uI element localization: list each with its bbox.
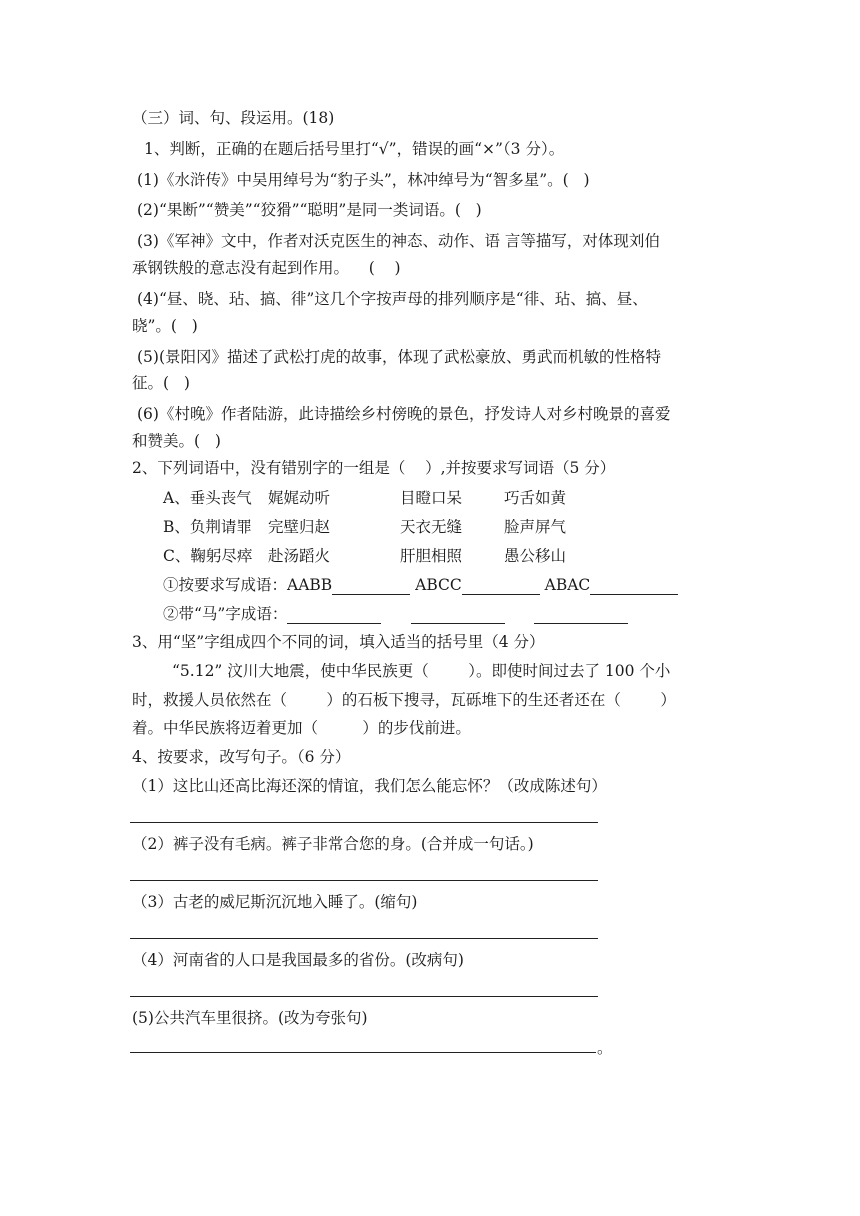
answer-line[interactable] bbox=[130, 822, 598, 823]
answer-line[interactable] bbox=[130, 938, 598, 939]
q2-word: 肝胆相照 bbox=[400, 547, 463, 565]
q2-pattern-abcc: ABCC bbox=[415, 576, 462, 594]
q2-word: 完壁归赵 bbox=[268, 518, 331, 536]
q1-item: (5)(景阳冈》描述了武松打虎的故事，体现了武松豪放、勇武而机敏的性格特 bbox=[137, 348, 662, 366]
q4-item: （1）这比山还高比海还深的情谊，我们怎么能忘怀？（改成陈述句） bbox=[132, 777, 607, 795]
answer-blank-abac[interactable] bbox=[590, 578, 678, 595]
section-title: （三）词、句、段运用。(18) bbox=[132, 109, 335, 127]
q1-item-continued: 承钢铁般的意志没有起到作用。 ( ) bbox=[132, 259, 401, 277]
answer-line[interactable] bbox=[130, 996, 598, 997]
answer-blank-horse-1[interactable] bbox=[287, 607, 381, 624]
q1-item: (3)《军神》文中，作者对沃克医生的神态、动作、语 言等描写，对体现刘伯 bbox=[137, 232, 660, 250]
q1-item-continued: 晓”。( ) bbox=[132, 317, 198, 335]
q2-word: 赴汤蹈火 bbox=[268, 547, 331, 565]
end-period: 。 bbox=[597, 1039, 613, 1057]
q1-item: (4)“昼、晓、玷、搞、徘”这几个字按声母的排列顺序是“徘、玷、搞、昼、 bbox=[137, 290, 648, 308]
answer-blank-horse-2[interactable] bbox=[411, 607, 505, 624]
q4-title: 4、按要求，改写句子。（6 分） bbox=[132, 748, 351, 766]
q2-word: 脸声屏气 bbox=[504, 518, 567, 536]
q1-item: (2)“果断”“赞美”“狡猾”“聪明”是同一类词语。( ) bbox=[137, 201, 482, 219]
q2-word: 愚公移山 bbox=[504, 547, 567, 565]
q1-title: 1、判断，正确的在题后括号里打“√”，错误的画“×”（3 分）。 bbox=[144, 140, 565, 158]
q2-word: 巧舌如黄 bbox=[504, 489, 567, 507]
q2-task2 bbox=[163, 604, 628, 624]
q3-title: 3、用“坚”字组成四个不同的词，填入适当的括号里（4 分） bbox=[132, 633, 545, 651]
q1-item: (1)《水浒传》中吴用绰号为“豹子头”，林冲绰号为“智多星”。( ) bbox=[137, 171, 590, 189]
q2-task1 bbox=[163, 575, 678, 595]
answer-blank-abcc[interactable] bbox=[462, 578, 540, 595]
q3-passage-line: 着。中华民族将迈着更加（ ）的步伐前进。 bbox=[132, 719, 471, 737]
answer-line[interactable] bbox=[130, 1052, 596, 1053]
q2-option-a: A、垂头丧气 bbox=[163, 489, 252, 507]
q2-option-b: B、负荆请罪 bbox=[163, 518, 252, 536]
q2-pattern-abac: ABAC bbox=[544, 576, 591, 594]
q2-word: 目瞪口呆 bbox=[400, 489, 463, 507]
q2-title: 2、下列词语中，没有错别字的一组是（ ）,并按要求写词语（5 分） bbox=[132, 459, 616, 477]
q2-pattern-aabb: AABB bbox=[287, 576, 333, 594]
q3-passage-line: 时，救援人员依然在（ ）的石板下搜寻，瓦砾堆下的生还者还在（ ） bbox=[132, 691, 676, 709]
q4-item: （3）古老的威尼斯沉沉地入睡了。(缩句) bbox=[132, 893, 418, 911]
answer-line[interactable] bbox=[130, 880, 598, 881]
q2-option-c: C、鞠躬尽瘁 bbox=[163, 547, 253, 565]
q3-passage-line: “5.12” 汶川大地震，使中华民族更（ ）。即使时间过去了 100 个小 bbox=[172, 662, 671, 680]
q1-item-continued: 征。( ) bbox=[132, 374, 190, 392]
answer-blank-aabb[interactable] bbox=[332, 578, 410, 595]
q4-item: (5)公共汽车里很挤。(改为夸张句) bbox=[132, 1009, 368, 1027]
q4-item: （2）裤子没有毛病。裤子非常合您的身。(合并成一句话。) bbox=[132, 835, 534, 853]
q1-item-continued: 和赞美。( ) bbox=[132, 432, 221, 450]
q1-item: (6)《村晚》作者陆游，此诗描绘乡村傍晚的景色，抒发诗人对乡村晚景的喜爱 bbox=[137, 405, 671, 423]
q2-task1-label: ①按要求写成语： bbox=[163, 576, 288, 594]
q2-word: 娓娓动听 bbox=[268, 489, 331, 507]
q2-task2-label: ②带“马”字成语： bbox=[163, 605, 288, 623]
q4-item: （4）河南省的人口是我国最多的省份。(改病句) bbox=[132, 951, 464, 969]
q2-word: 天衣无缝 bbox=[400, 518, 463, 536]
answer-blank-horse-3[interactable] bbox=[534, 607, 628, 624]
